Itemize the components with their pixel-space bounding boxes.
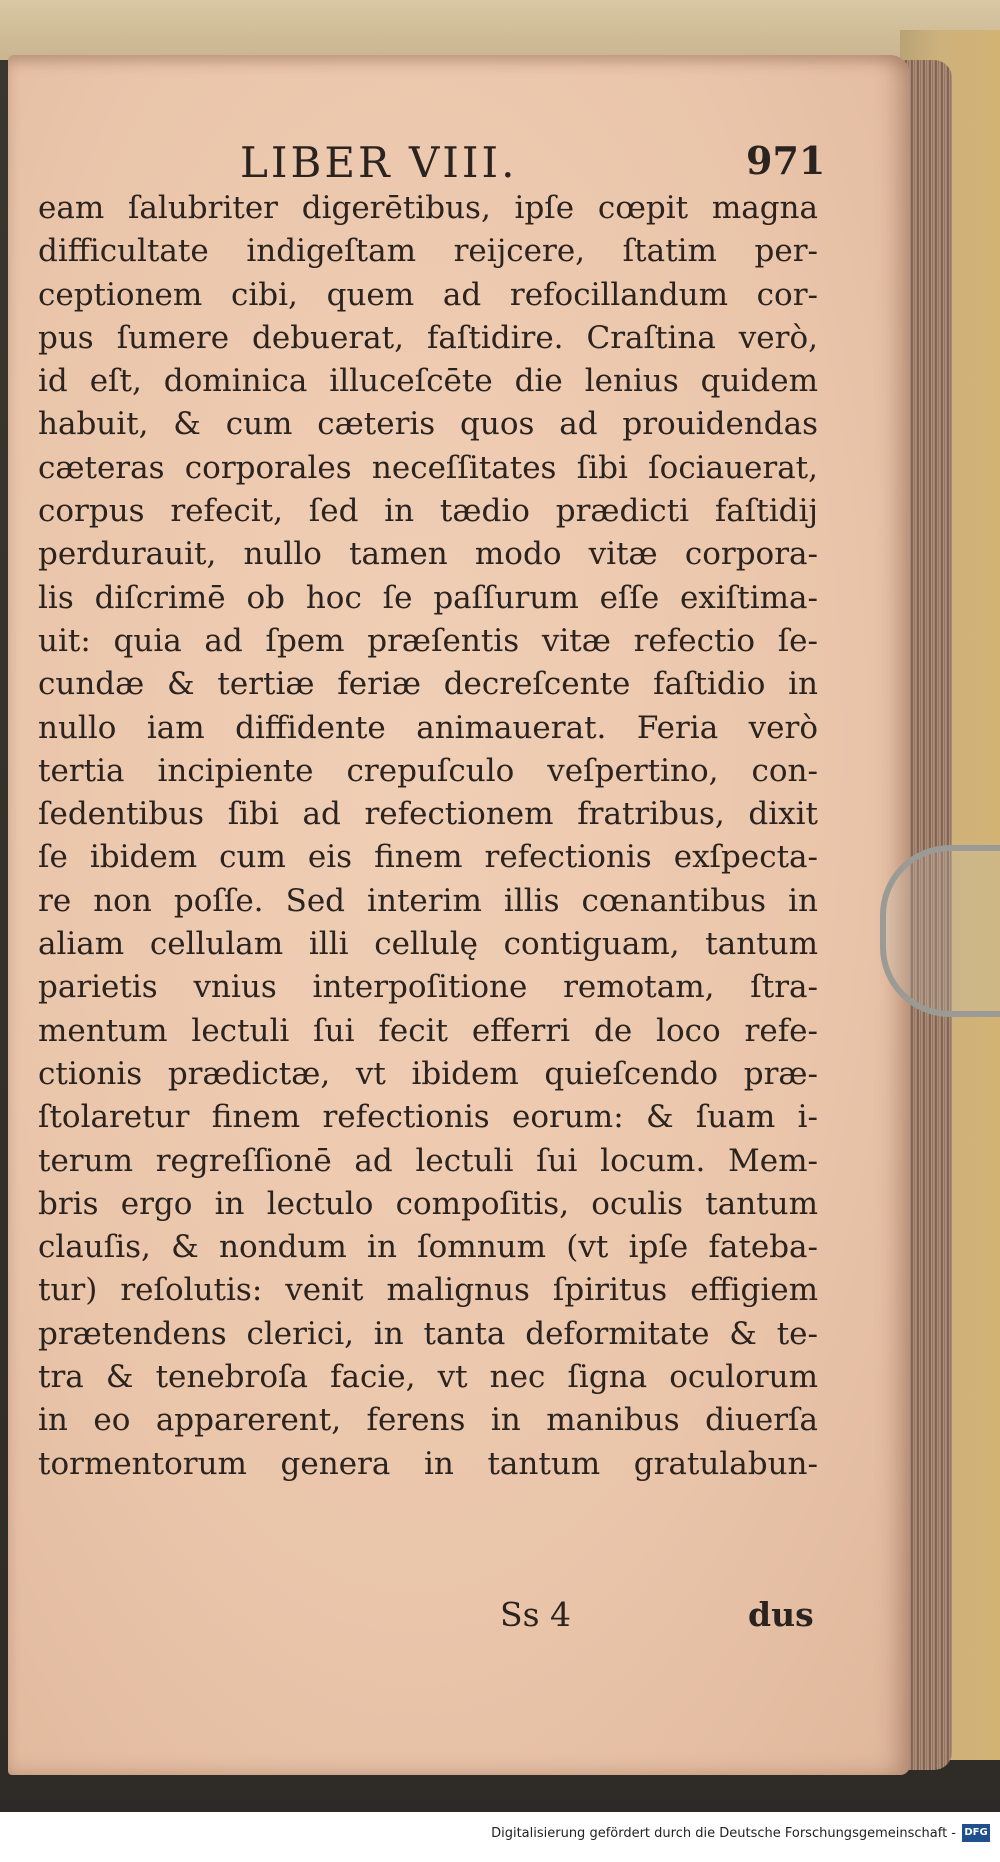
- text-line: tertia incipiente crepuſculo veſpertino, con-: [38, 752, 818, 789]
- text-line: clauſis, & nondum in ſomnum (vt ipſe fateba-: [38, 1229, 818, 1266]
- text-line: ſedentibus ſibi ad refectionem fratribus, dixit: [38, 796, 818, 833]
- text-line: perdurauit, nullo tamen modo vitæ corpora-: [38, 536, 818, 573]
- text-line: ſtolaretur finem refectionis eorum: & ſuam i-: [38, 1099, 818, 1136]
- text-line: pus ſumere debuerat, faſtidire. Craſtina verò,: [38, 319, 818, 356]
- dfg-logo-icon: DFG: [962, 1824, 990, 1842]
- book-page: [8, 55, 910, 1775]
- text-line: corpus refecit, ſed in tædio prædicti faſtidij: [38, 493, 818, 530]
- page-number: 971: [746, 138, 826, 183]
- text-line: cæteras corporales neceſſitates ſibi ſociauerat,: [38, 449, 818, 486]
- text-line: id eſt, dominica illuceſcēte die lenius quidem: [38, 363, 818, 400]
- text-line: mentum lectuli ſui fecit efferri de loco refe-: [38, 1012, 818, 1049]
- running-title: LIBER VIII.: [240, 138, 518, 187]
- digitization-credit-bar: [0, 1812, 1000, 1862]
- running-head: [8, 138, 910, 188]
- signature-mark: Ss 4: [500, 1595, 572, 1634]
- text-line: eam ſalubriter digerētibus, ipſe cœpit magna: [38, 190, 818, 226]
- page-clip: [880, 845, 1000, 1017]
- text-line: nullo iam diffidente animauerat. Feria verò: [38, 709, 818, 746]
- body-text: [38, 187, 818, 1486]
- catchword: dus: [748, 1595, 814, 1634]
- text-line: tur) reſolutis: venit malignus ſpiritus effigiem: [38, 1272, 818, 1309]
- text-line: ceptionem cibi, quem ad refocillandum cor-: [38, 276, 818, 313]
- text-line: uit: quia ad ſpem præſentis vitæ refectio ſe-: [38, 622, 818, 659]
- text-line: lis diſcrimē ob hoc ſe paſſurum eſſe exiſtima-: [38, 579, 818, 616]
- text-line: habuit, & cum cæteris quos ad prouidendas: [38, 406, 818, 443]
- text-line: in eo apparerent, ferens in manibus diuerſa: [38, 1402, 818, 1439]
- text-line: tra & tenebroſa facie, vt nec ſigna oculorum: [38, 1359, 818, 1396]
- text-line: tormentorum genera in tantum gratulabun-: [38, 1445, 818, 1482]
- text-line: prætendens clerici, in tanta deformitate & te-: [38, 1315, 818, 1352]
- text-line: aliam cellulam illi cellulę contiguam, tantum: [38, 926, 818, 963]
- text-line: parietis vnius interpoſitione remotam, ſtra-: [38, 969, 818, 1006]
- book-top-board: [0, 0, 1000, 60]
- credit-text: Digitalisierung gefördert durch die Deutsche Forschungsgemeinschaft -: [491, 1826, 956, 1841]
- text-line: terum regreſſionē ad lectuli ſui locum. Mem-: [38, 1142, 818, 1179]
- text-line: ctionis prædictæ, vt ibidem quieſcendo præ-: [38, 1055, 818, 1092]
- text-line: re non poſſe. Sed interim illis cœnantibus in: [38, 882, 818, 919]
- page-footer: [8, 1595, 910, 1645]
- text-line: ſe ibidem cum eis finem refectionis exſpecta-: [38, 839, 818, 876]
- text-line: difficultate indigeſtam reijcere, ſtatim per-: [38, 233, 818, 270]
- text-line: bris ergo in lectulo compoſitis, oculis tantum: [38, 1185, 818, 1222]
- text-line: cundæ & tertiæ feriæ decreſcente faſtidio in: [38, 666, 818, 703]
